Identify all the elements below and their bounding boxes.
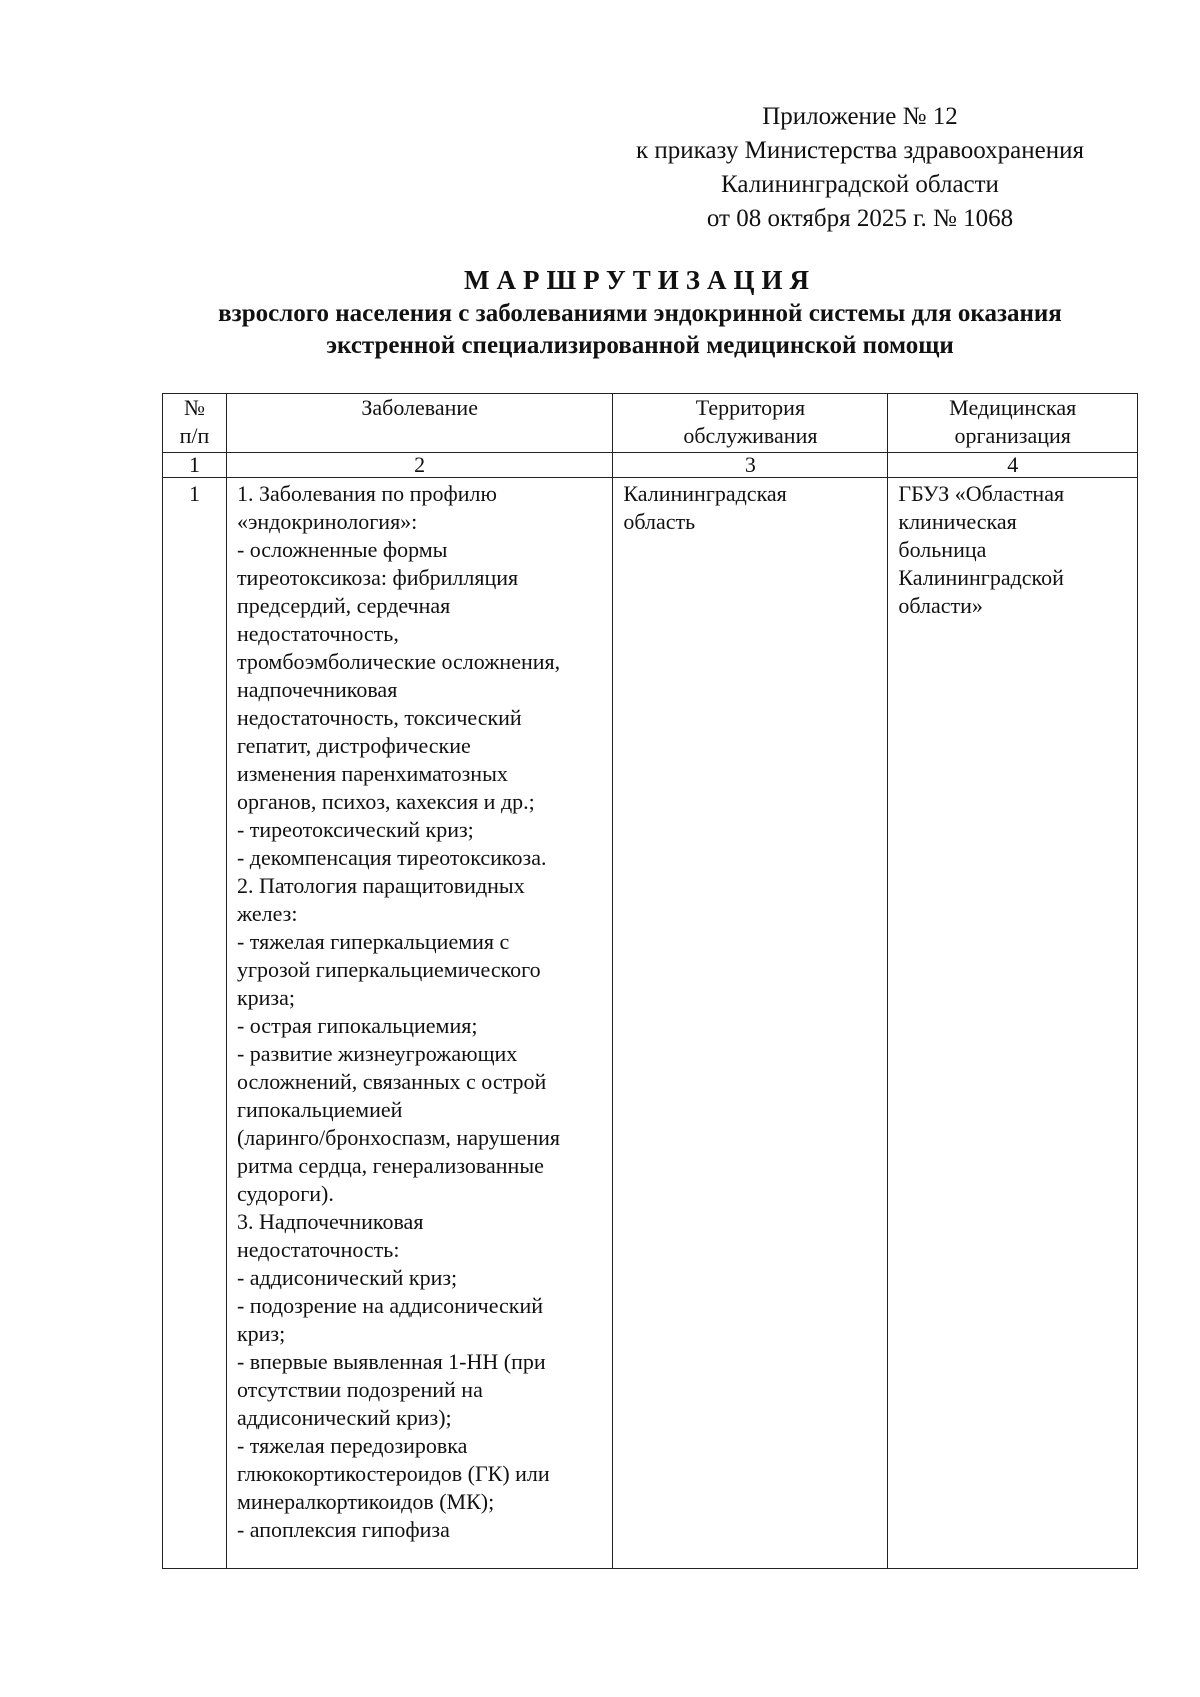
cell-text-line: - развитие жизнеугрожающих — [236, 1041, 518, 1066]
header-organization: Медицинская организация — [888, 394, 1138, 453]
cell-text-line: Калининградской — [898, 565, 1064, 590]
cell-text-line: аддисонический криз); — [236, 1405, 452, 1430]
cell-text-line: - тяжелая передозировка — [236, 1433, 468, 1458]
cell-text-line: ГБУЗ «Областная — [898, 481, 1065, 506]
cell-text-line: минералкортикоидов (МК); — [236, 1489, 495, 1514]
column-number: 4 — [888, 453, 1138, 478]
cell-text-line: угрозой гиперкальциемического — [236, 957, 541, 982]
disease-cell — [226, 478, 612, 1569]
appendix-number: Приложение № 12 — [762, 103, 958, 130]
cell-text-line: Калининградская — [623, 481, 787, 506]
cell-text-line: - тяжелая гиперкальциемия с — [236, 929, 510, 954]
cell-text-line: 3. Надпочечниковая — [236, 1209, 424, 1234]
cell-text-line: область — [623, 509, 696, 534]
cell-text-line: желез: — [236, 901, 298, 926]
title-sub-line: взрослого населения с заболеваниями эндокринной системы для оказания — [218, 300, 1062, 327]
title-main: МАРШРУТИЗАЦИЯ — [463, 265, 817, 295]
column-number: 2 — [226, 453, 612, 478]
cell-text-line: недостаточность: — [236, 1237, 400, 1262]
cell-text-line: больница — [898, 537, 987, 562]
cell-text-line: - впервые выявленная 1-НН (при — [236, 1349, 546, 1374]
header-disease: Заболевание — [226, 394, 612, 453]
cell-text-line: ритма сердца, генерализованные — [236, 1153, 544, 1178]
document-title — [80, 262, 1200, 362]
region-name: Калининградской области — [721, 171, 999, 198]
column-number-row — [163, 453, 1138, 478]
cell-text-line: - подозрение на аддисонический — [236, 1293, 544, 1318]
cell-text-line: клиническая — [898, 509, 1017, 534]
territory-cell — [613, 478, 888, 1569]
cell-text-line: предсердий, сердечная — [236, 593, 451, 618]
cell-text-line: надпочечниковая — [236, 677, 398, 702]
title-sub-line: экстренной специализированной медицинской помощи — [326, 332, 954, 359]
column-number: 1 — [163, 453, 227, 478]
cell-text-line: органов, психоз, кахексия и др.; — [236, 789, 535, 814]
organization-cell — [888, 478, 1138, 1569]
cell-text-line: тиреотоксикоза: фибрилляция — [236, 565, 519, 590]
header-number: № п/п — [163, 394, 227, 453]
table-row — [163, 478, 1138, 1569]
routing-table — [162, 393, 1138, 1569]
row-number: 1 — [163, 478, 227, 1569]
order-date: от 08 октября 2025 г. № 1068 — [706, 205, 1014, 232]
table-header-row — [163, 394, 1138, 453]
cell-text-line: «эндокринология»: — [236, 509, 418, 534]
cell-text-line: отсутствии подозрений на — [236, 1377, 483, 1402]
cell-text-line: - острая гипокальциемия; — [236, 1013, 478, 1038]
cell-text-line: изменения паренхиматозных — [236, 761, 508, 786]
cell-text-line: тромбоэмболические осложнения, — [236, 649, 561, 674]
order-reference: к приказу Министерства здравоохранения — [635, 137, 1085, 164]
cell-text-line: 1. Заболевания по профилю — [236, 481, 497, 506]
cell-text-line: глюкокортикостероидов (ГК) или — [236, 1461, 550, 1486]
cell-text-line: - декомпенсация тиреотоксикоза. — [236, 845, 547, 870]
cell-text-line: осложнений, связанных с острой — [236, 1069, 547, 1094]
header-territory: Территория обслуживания — [613, 394, 888, 453]
cell-text-line: гепатит, дистрофические — [236, 733, 471, 758]
cell-text-line: (ларинго/бронхоспазм, нарушения — [236, 1125, 561, 1150]
cell-text-line: - аддисонический криз; — [236, 1265, 458, 1290]
column-number: 3 — [613, 453, 888, 478]
cell-text-line: судороги). — [236, 1181, 334, 1206]
cell-text-line: криза; — [236, 985, 295, 1010]
cell-text-line: гипокальциемией — [236, 1097, 403, 1122]
cell-text-line: области» — [898, 593, 983, 618]
cell-text-line: 2. Патология паращитовидных — [236, 873, 525, 898]
cell-text-line: - апоплексия гипофиза — [236, 1517, 450, 1542]
appendix-header — [600, 100, 1120, 236]
cell-text-line: - осложненные формы — [236, 537, 448, 562]
cell-text-line: недостаточность, токсический — [236, 705, 522, 730]
cell-text-line: недостаточность, — [236, 621, 399, 646]
cell-text-line: криз; — [236, 1321, 286, 1346]
cell-text-line: - тиреотоксический криз; — [236, 817, 474, 842]
